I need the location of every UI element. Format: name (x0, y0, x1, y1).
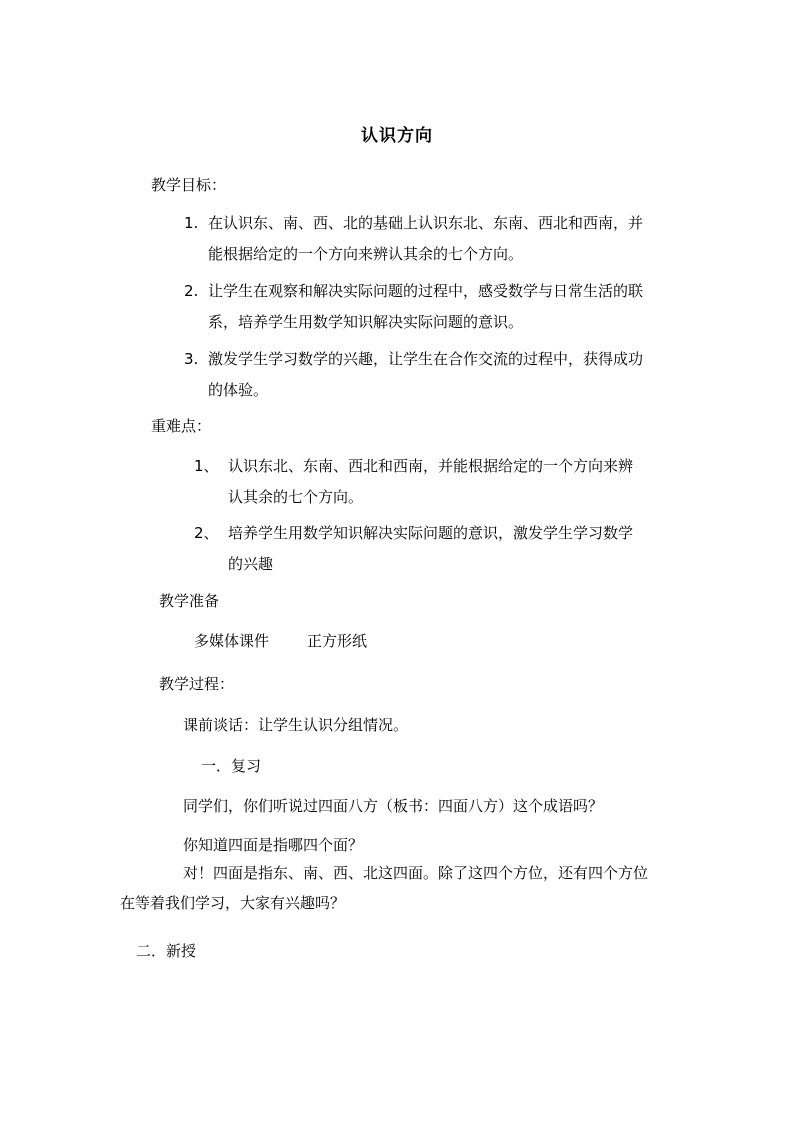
pre-talk-text: 课前谈话：让学生认识分组情况。 (183, 716, 409, 734)
preparation-item: 正方形纸 (307, 632, 368, 650)
process-heading: 教学过程： (159, 675, 235, 693)
objective-item (184, 208, 678, 270)
key-point-line: 的兴趣 (228, 555, 274, 573)
key-point-item (194, 518, 678, 580)
key-point-number: 2、 (194, 524, 219, 542)
objective-number: 3. (184, 350, 199, 368)
objective-line: 激发学生学习数学的兴趣，让学生在合作交流的过程中，获得成功 (208, 350, 644, 368)
question-text: 你知道四面是指哪四个面？ (183, 836, 364, 854)
answer-text: 对！四面是指东、南、西、北这四面。除了这四个方位，还有四个方位 (183, 864, 649, 882)
key-point-number: 1、 (194, 457, 219, 475)
question-text: 同学们，你们听说过四面八方（板书：四面八方）这个成语吗？ (183, 797, 604, 815)
objective-item (184, 276, 678, 338)
objective-line: 让学生在观察和解决实际问题的过程中，感受数学与日常生活的联 (208, 282, 644, 300)
key-point-line: 认识东北、东南、西北和西南，并能根据给定的一个方向来辨 (228, 457, 634, 475)
key-point-line: 培养学生用数学知识解决实际问题的意识，激发学生学习数学 (228, 524, 634, 542)
review-heading: 一．复习 (201, 757, 262, 775)
objective-line: 在认识东、南、西、北的基础上认识东北、东南、西北和西南，并 (208, 214, 644, 232)
key-points-heading: 重难点： (151, 417, 212, 435)
page-title: 认识方向 (361, 126, 433, 146)
objectives-heading: 教学目标： (151, 176, 227, 194)
objective-line: 的体验。 (208, 381, 269, 399)
objective-line: 能根据给定的一个方向来辨认其余的七个方向。 (208, 245, 524, 263)
objective-item (184, 344, 678, 406)
new-lesson-heading: 二．新授 (136, 942, 197, 960)
objective-line: 系，培养学生用数学知识解决实际问题的意识。 (208, 313, 524, 331)
key-point-line: 认其余的七个方向。 (228, 488, 364, 506)
answer-text: 在等着我们学习，大家有兴趣吗？ (120, 894, 346, 912)
objective-number: 2. (184, 282, 199, 300)
preparation-item: 多媒体课件 (194, 632, 270, 650)
objective-number: 1. (184, 214, 199, 232)
preparation-heading: 教学准备 (159, 592, 220, 610)
key-point-item (194, 451, 678, 513)
